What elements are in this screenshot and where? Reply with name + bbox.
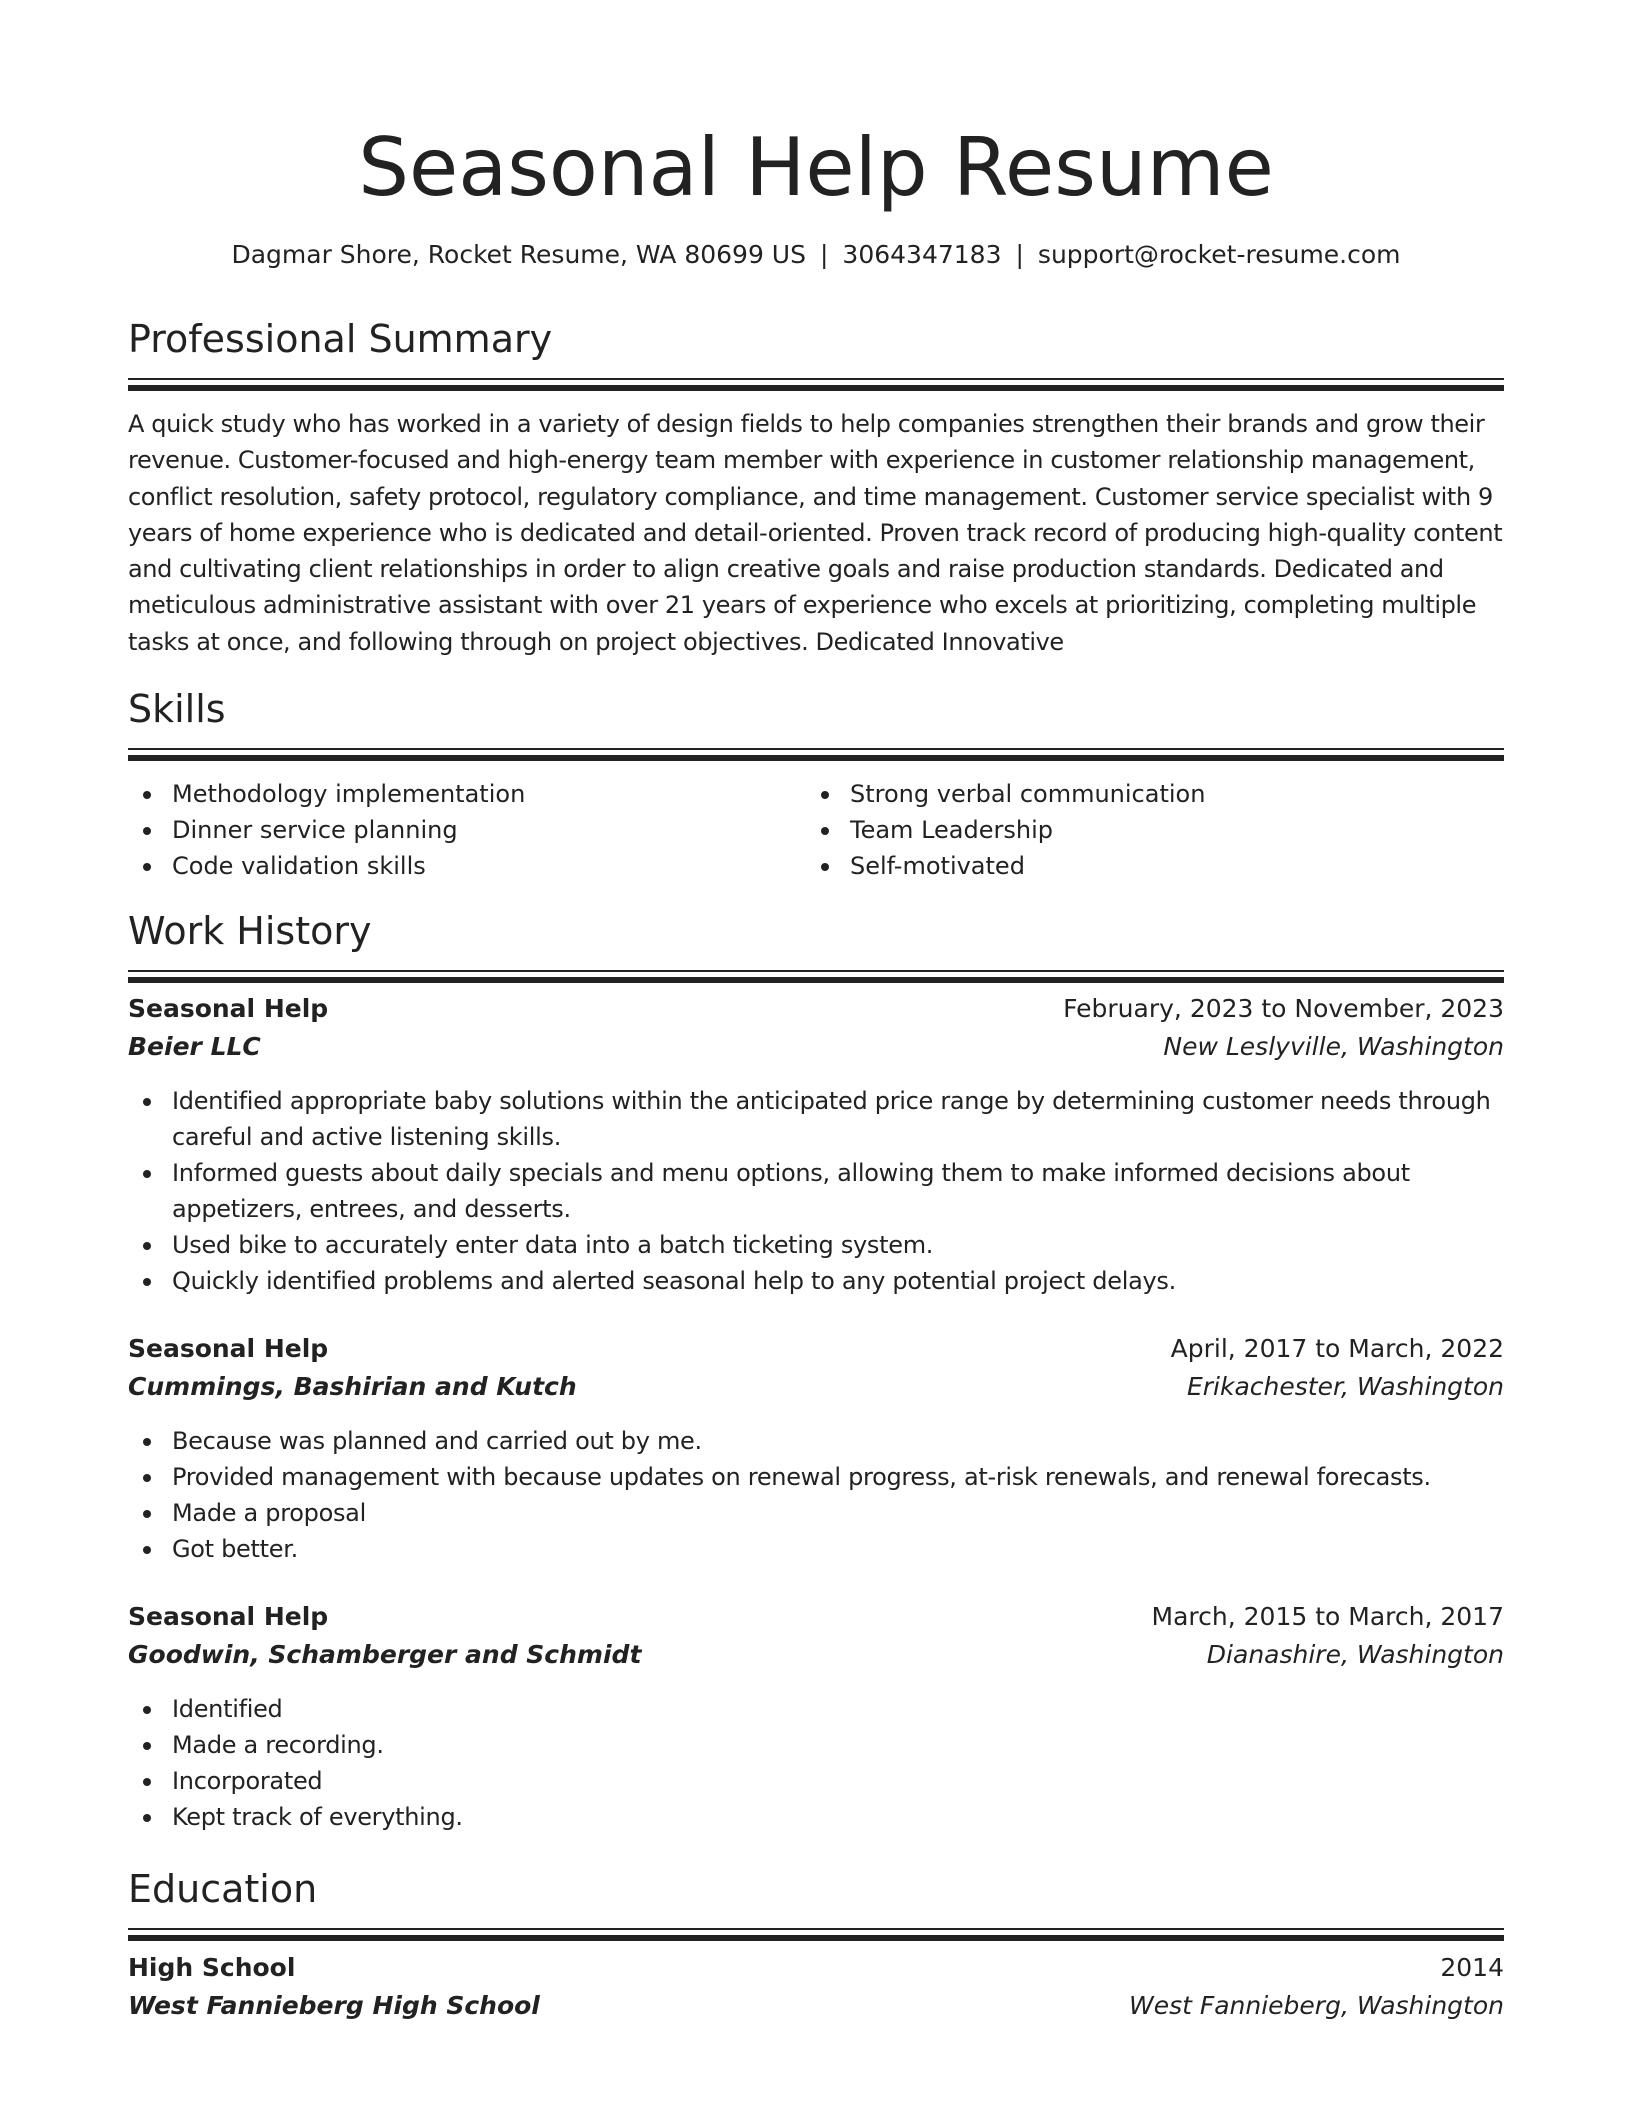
job-duty: Informed guests about daily specials and menu options, allowing them to make informed decisions about appetizers, entrees, and desserts. [128,1155,1504,1227]
skill-item: Code validation skills [128,848,788,884]
education-location: West Fannieberg, Washington [1128,1991,1504,2020]
job-entry [128,991,1504,1299]
section-divider [128,755,1504,761]
job-duty: Because was planned and carried out by me. [128,1423,1504,1459]
job-duties [128,1423,1504,1567]
job-duty: Made a proposal [128,1495,1504,1531]
contact-phone: 3064347183 [842,240,1002,269]
contact-separator: | [1015,240,1024,269]
job-duty: Incorporated [128,1763,1504,1799]
job-dates: March, 2015 to March, 2017 [1151,1602,1504,1631]
skill-item: Self-motivated [806,848,1466,884]
job-entry [128,1331,1504,1567]
job-duty: Quickly identified problems and alerted seasonal help to any potential project delays. [128,1263,1504,1299]
section-divider [128,1935,1504,1941]
job-location: Dianashire, Washington [1206,1640,1504,1669]
skill-item: Team Leadership [806,812,1466,848]
page-title: Seasonal Help Resume [358,121,1274,214]
job-company: Beier LLC [128,1032,261,1061]
education-section [128,1864,1504,1941]
job-duties [128,1083,1504,1299]
section-divider [128,970,1504,972]
job-duty: Identified [128,1691,1504,1727]
job-title: Seasonal Help [128,1334,329,1363]
job-duties [128,1691,1504,1835]
job-company: Goodwin, Schamberger and Schmidt [128,1640,642,1669]
summary-section [128,314,1504,391]
section-divider [128,977,1504,983]
section-divider [128,378,1504,380]
section-heading-education: Education [128,1867,318,1911]
job-duty: Made a recording. [128,1727,1504,1763]
skill-item: Dinner service planning [128,812,788,848]
job-title: Seasonal Help [128,1602,329,1631]
work-section [128,906,1504,983]
contact-line [128,238,1504,272]
education-degree: High School [128,1953,296,1982]
section-divider [128,385,1504,391]
education-year: 2014 [1440,1953,1504,1982]
skills-section [128,684,1504,761]
skills-column-right [806,776,1466,884]
skills-column-left [128,776,788,884]
job-location: Erikachester, Washington [1186,1372,1504,1401]
job-duty: Identified appropriate baby solutions within the anticipated price range by determining customer needs through careful and active listening skills. [128,1083,1504,1155]
job-dates: April, 2017 to March, 2022 [1170,1334,1504,1363]
skill-item: Strong verbal communication [806,776,1466,812]
job-duty: Provided management with because updates on renewal progress, at-risk renewals, and renewal forecasts. [128,1459,1504,1495]
education-entry [128,1950,1504,2026]
section-divider [128,1928,1504,1930]
contact-address: Dagmar Shore, Rocket Resume, WA 80699 US [231,240,806,269]
section-heading-skills: Skills [128,687,226,731]
summary-text: A quick study who has worked in a variety of design fields to help companies strengthen their brands and grow their revenue. Customer-focused and high-energy team member with experience in customer relationship management, conflict resolution, safety protocol, regulatory compliance, and time management. Customer service specialist with 9 years of home experience who is dedicated and detail-oriented. Proven track record of producing high-quality content and cultivating client relationships in order to align creative goals and raise production standards. Dedicated and meticulous administrative assistant with over 21 years of experience who excels at prioritizing, completing multiple tasks at once, and following through on project objectives. Dedicated Innovative [128,410,1503,656]
job-location: New Leslyville, Washington [1163,1032,1504,1061]
section-heading-summary: Professional Summary [128,317,553,361]
section-divider [128,748,1504,750]
job-entry [128,1599,1504,1835]
job-duty: Used bike to accurately enter data into a batch ticketing system. [128,1227,1504,1263]
job-duty: Kept track of everything. [128,1799,1504,1835]
contact-email: support@rocket-resume.com [1037,240,1401,269]
section-heading-work: Work History [128,909,372,953]
job-company: Cummings, Bashirian and Kutch [128,1372,577,1401]
skill-item: Methodology implementation [128,776,788,812]
job-duty: Got better. [128,1531,1504,1567]
contact-separator: | [819,240,829,269]
job-title: Seasonal Help [128,994,329,1023]
job-dates: February, 2023 to November, 2023 [1063,994,1504,1023]
education-school: West Fannieberg High School [128,1991,540,2020]
